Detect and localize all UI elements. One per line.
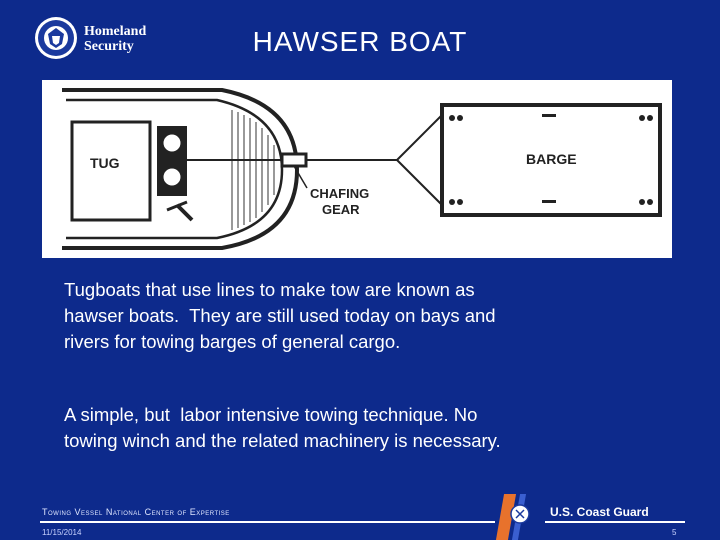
footer-divider-left <box>40 521 495 523</box>
chafing-gear <box>282 154 306 166</box>
paragraph-1: Tugboats that use lines to make tow are known as hawser boats. They are still used today on bays and rivers for towing barges of general cargo. <box>64 279 496 352</box>
label-barge: BARGE <box>526 151 577 167</box>
label-chafing: CHAFING <box>310 186 370 201</box>
bridle-upper <box>397 115 442 160</box>
hawser-diagram <box>42 80 672 258</box>
bridle-lower <box>397 160 442 205</box>
footer-brand: U.S. Coast Guard <box>550 505 649 519</box>
logo-line-1: Homeland <box>84 24 147 39</box>
uscg-emblem-icon <box>510 504 530 524</box>
page-number: 5 <box>672 528 677 537</box>
footer-date: 11/15/2014 <box>42 528 82 537</box>
label-tug: TUG <box>90 155 120 171</box>
page-title: HAWSER BOAT <box>252 26 468 57</box>
footer-divider-right <box>545 521 685 523</box>
logo-line-2: Security <box>84 39 134 54</box>
wheelhouse <box>72 122 150 220</box>
diagram-svg <box>42 80 672 258</box>
label-gear: GEAR <box>322 202 360 217</box>
footer-organization: Towing Vessel National Center of Expertise <box>42 507 230 517</box>
paragraph-2: A simple, but labor intensive towing technique. No towing winch and the related machinery is necessary. <box>64 404 501 451</box>
